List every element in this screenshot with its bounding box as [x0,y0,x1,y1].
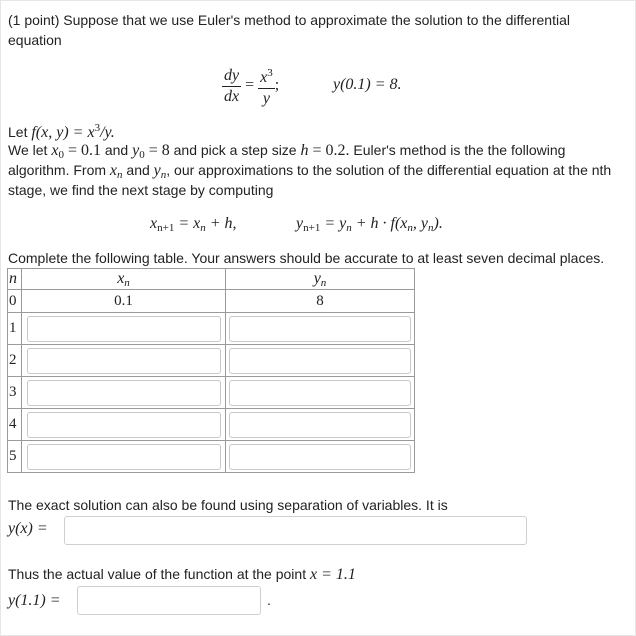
y3-input[interactable] [229,380,411,406]
exact-solution-label: y(x) = [8,520,48,537]
x3-input[interactable] [27,380,221,406]
row-n: 2 [8,345,22,377]
euler-table [7,268,415,473]
complete-table-instruction: Complete the following table. Your answers should be accurate to at least seven decimal places. [8,250,605,266]
table-header-row [8,269,415,290]
actual-value-label: y(1.1) = [8,592,61,609]
y5-input[interactable] [229,444,411,470]
actual-value-input[interactable] [77,586,261,615]
table-row [8,409,415,441]
trailing-period: . [267,592,271,608]
paragraph-line-1: We let $x_0 = 0.1$ and $y_0 = 8$ and pick a step size h = 0.2. Euler's method is the the following [8,142,566,161]
x4-input[interactable] [27,412,221,438]
header-xn: $x_n$ [22,269,226,290]
recurrence-y: $y_{n+1} = y_n + h \cdot f(x_n$, $y_n$). [296,215,443,234]
row-n: 3 [8,377,22,409]
intro-line-2: equation [8,32,62,48]
differential-equation: $\frac{dy}{dx}$ = $\frac{x^3}{y}$ ; [222,64,279,108]
header-n: n [8,269,22,290]
table-row [8,441,415,473]
initial-condition: y(0.1) = 8. [333,76,402,93]
let-f-definition: Let f(x, $y) = x^3/y$. [8,122,115,141]
x0-value: 0.1 [22,290,226,313]
exact-solution-input[interactable] [64,516,527,545]
table-row [8,377,415,409]
row-n: 4 [8,409,22,441]
paragraph-line-2: algorithm. From $x_n$ and $y_n$, our approximations to the solution of the differential equation at the nth [8,162,612,181]
paragraph-line-3: stage, we find the next stage by computing [8,182,274,198]
y0-value: 8 [226,290,415,313]
row-n: 0 [8,290,22,313]
y2-input[interactable] [229,348,411,374]
x1-input[interactable] [27,316,221,342]
y4-input[interactable] [229,412,411,438]
row-n: 1 [8,313,22,345]
x2-input[interactable] [27,348,221,374]
y1-input[interactable] [229,316,411,342]
recurrence-x: $x_{n+1} = x_n + h$, [150,215,237,234]
intro-line-1: (1 point) Suppose that we use Euler's method to approximate the solution to the differential [8,12,570,28]
table-row [8,313,415,345]
header-yn: $y_n$ [226,269,415,290]
x5-input[interactable] [27,444,221,470]
exact-solution-text: The exact solution can also be found using separation of variables. It is [8,497,448,513]
actual-value-text: Thus the actual value of the function at the point x = 1.1 [8,566,356,583]
row-n: 5 [8,441,22,473]
table-row [8,290,415,313]
table-row [8,345,415,377]
